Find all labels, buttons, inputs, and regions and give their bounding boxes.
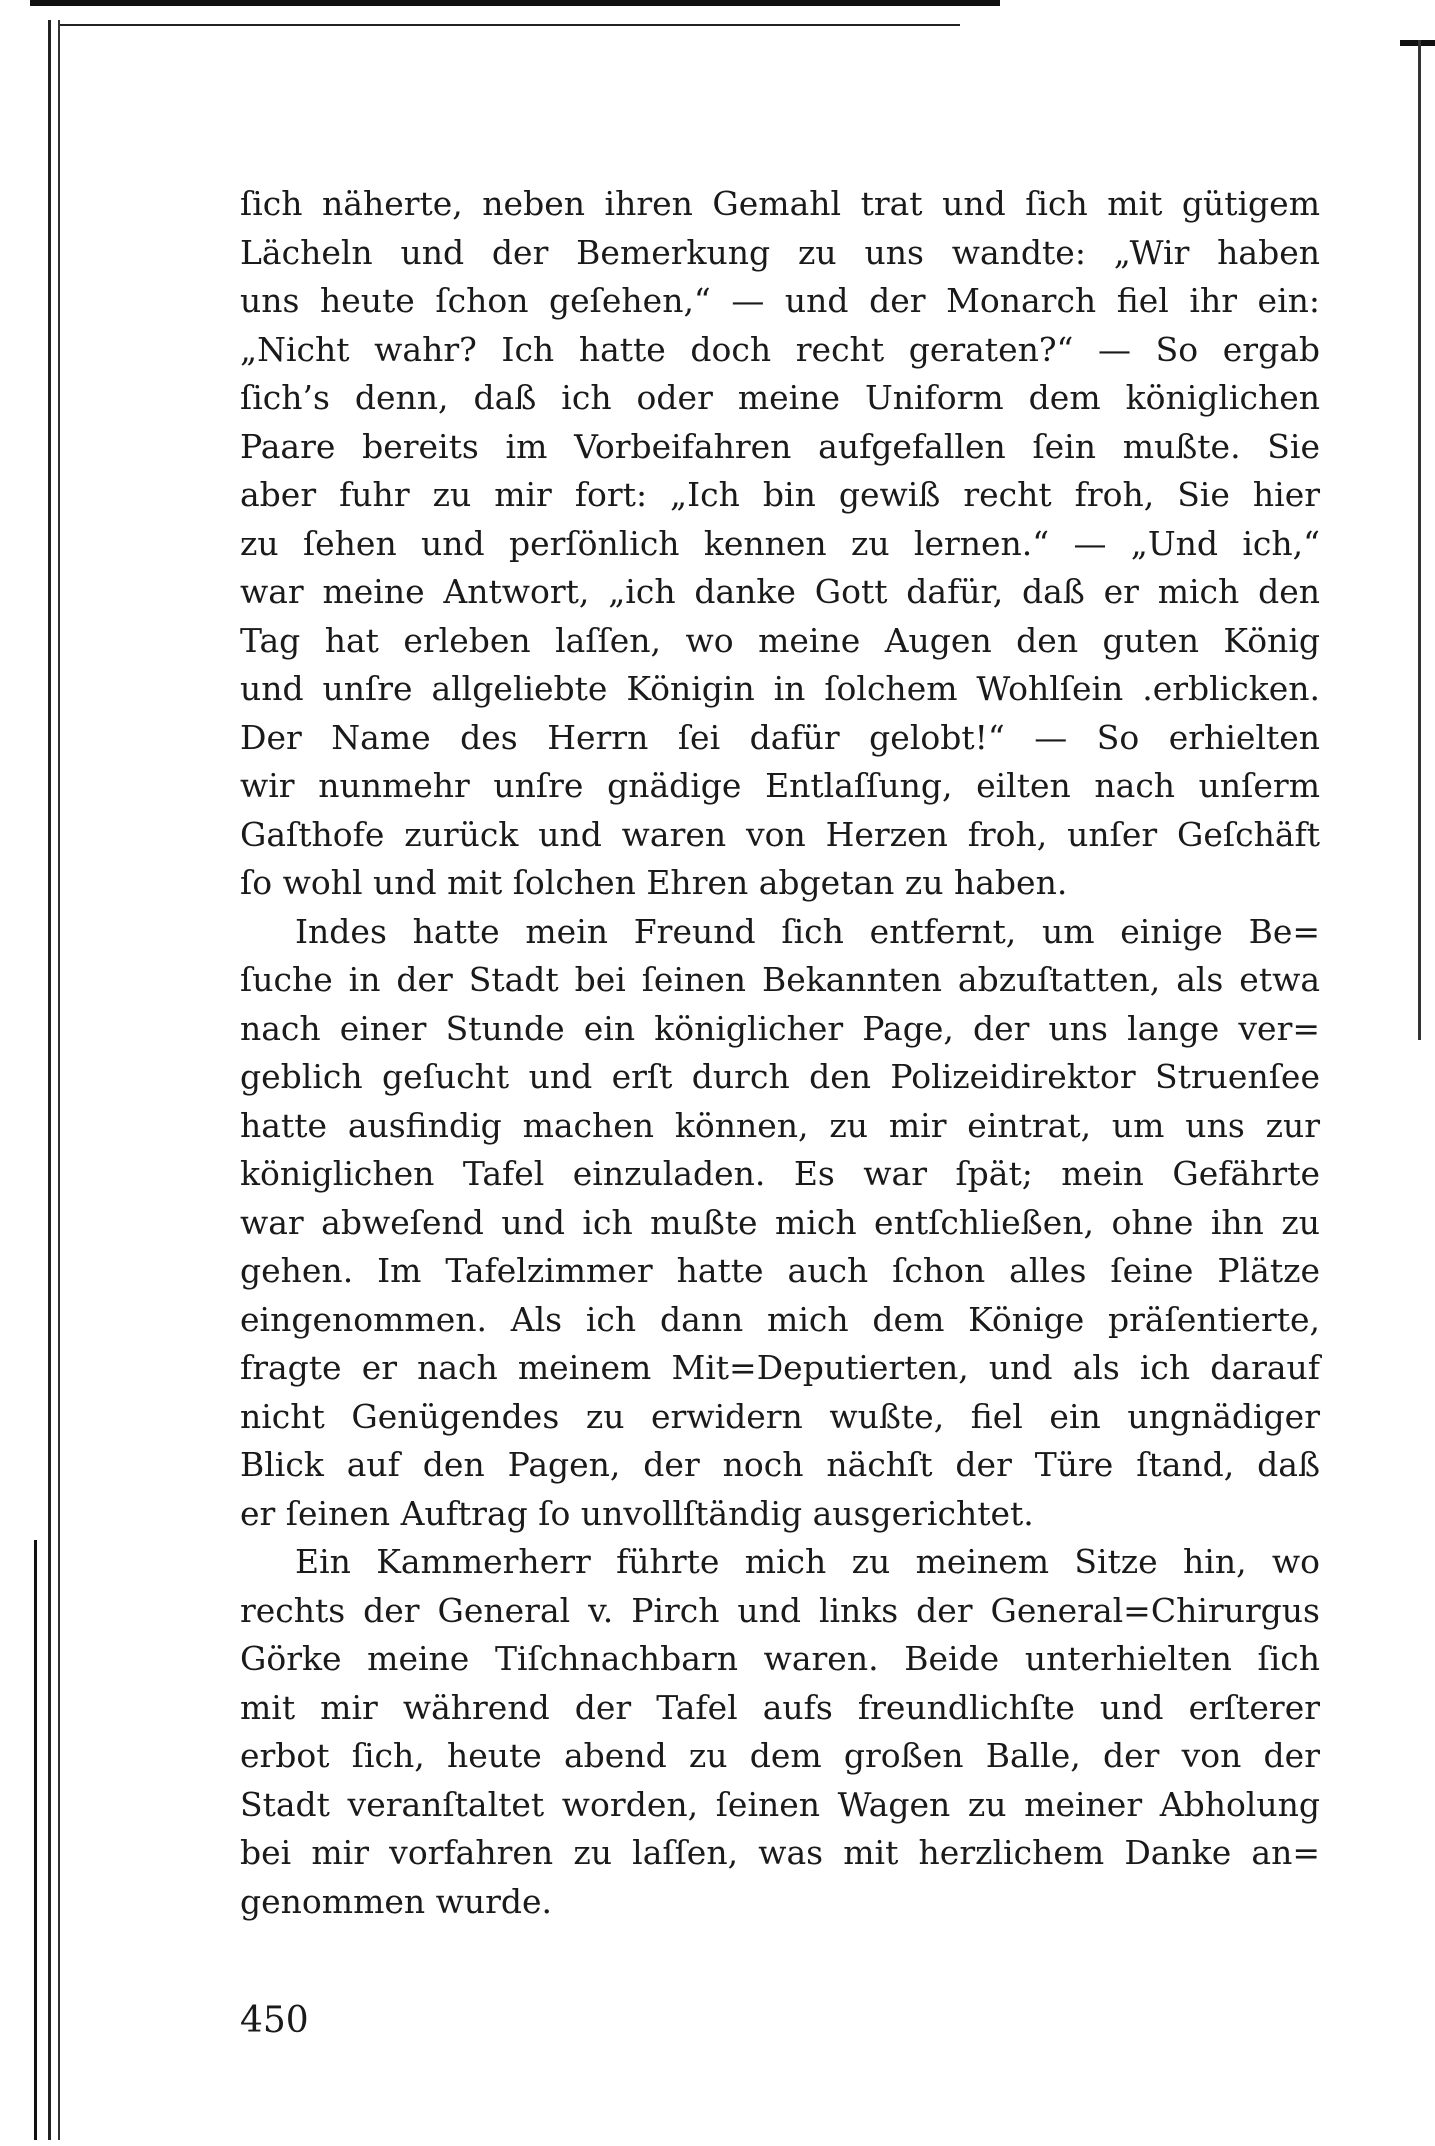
paragraph-end-line: ſo wohl und mit ſolchen Ehren abgetan zu haben. [240, 863, 1068, 902]
top-thin-rule [60, 24, 960, 26]
text-line: gehen. Im Tafelzimmer hatte auch ſchon alles ſeine Plätze [240, 1251, 1320, 1290]
left-inner-rule [58, 20, 60, 2140]
text-line: und unſre allgeliebte Königin in ſolchem Wohlſein .erblicken. [240, 669, 1320, 708]
right-border-rule [1418, 40, 1421, 1040]
text-line: Lächeln und der Bemerkung zu uns wandte: „Wir haben [240, 232, 1320, 272]
text-line: Tag hat erleben laſſen, wo meine Augen den guten König [240, 620, 1320, 660]
text-line: erbot ſich, heute abend zu dem großen Balle, der von der [240, 1736, 1320, 1775]
text-line: war meine Antwort, „ich danke Gott dafür, daß er mich den [240, 572, 1320, 611]
text-line: nicht Genügendes zu erwidern wußte, fiel ein ungnädiger [240, 1396, 1320, 1436]
left-border-rule [48, 20, 51, 2140]
text-line: zu ſehen und perſönlich kennen zu lernen.“ — „Und ich,“ [240, 523, 1320, 563]
text-line: königlichen Tafel einzuladen. Es war ſpät; mein Gefährte [240, 1154, 1320, 1193]
text-line: uns heute ſchon geſehen,“ — und der Monarch fiel ihr ein: [240, 281, 1320, 320]
text-line: Gaſthofe zurück und waren von Herzen froh, unſer Geſchäft [240, 814, 1320, 854]
text-line: Paare bereits im Vorbeifahren aufgefallen ſein mußte. Sie [240, 426, 1320, 466]
page-number: 450 [240, 2000, 309, 2041]
page-body-text [240, 180, 1320, 1926]
text-line: rechts der General v. Pirch und links der General=Chirurgus [240, 1590, 1320, 1630]
text-line: aber fuhr zu mir fort: „Ich bin gewiß recht froh, Sie hier [240, 475, 1320, 514]
text-line: ſich näherte, neben ihren Gemahl trat und ſich mit gütigem [240, 184, 1320, 223]
text-line: war abweſend und ich mußte mich entſchließen, ohne ihn zu [240, 1202, 1320, 1242]
text-line: Stadt veranſtaltet worden, ſeinen Wagen zu meiner Abholung [240, 1784, 1320, 1824]
text-line: nach einer Stunde ein königlicher Page, der uns lange ver= [240, 1008, 1320, 1048]
text-line: wir nunmehr unſre gnädige Entlaſſung, eilten nach unſerm [240, 766, 1320, 805]
text-line: hatte ausfindig machen können, zu mir eintrat, um uns zur [240, 1105, 1320, 1145]
text-line: bei mir vorfahren zu laſſen, was mit herzlichem Danke an= [240, 1833, 1320, 1872]
text-line: mit mir während der Tafel aufs freundlichſte und erſterer [240, 1687, 1320, 1727]
text-line: geblich geſucht und erſt durch den Polizeidirektor Struenſee [240, 1057, 1320, 1096]
text-line: ſich’s denn, daß ich oder meine Uniform dem königlichen [240, 378, 1320, 417]
text-line: ſuche in der Stadt bei ſeinen Bekannten abzuſtatten, als etwa [240, 960, 1320, 999]
paragraph-end-line: genommen wurde. [240, 1881, 553, 1921]
text-line: fragte er nach meinem Mit=Deputierten, und als ich darauf [240, 1348, 1320, 1387]
paragraph-start-line: Indes hatte mein Freund ſich entfernt, um einige Be= [295, 911, 1320, 951]
text-line: eingenommen. Als ich dann mich dem Könige präſentierte, [240, 1299, 1320, 1339]
text-line: „Nicht wahr? Ich hatte doch recht geraten?“ — So ergab [240, 329, 1320, 369]
text-line: Görke meine Tiſchnachbarn waren. Beide unterhielten ſich [240, 1639, 1320, 1678]
top-border-rule [30, 0, 1000, 6]
paragraph-start-line: Ein Kammerherr führte mich zu meinem Sitze hin, wo [295, 1542, 1320, 1581]
text-line: Der Name des Herrn ſei dafür gelobt!“ — So erhielten [240, 717, 1320, 757]
paragraph-end-line: er ſeinen Auftrag ſo unvollſtändig ausgerichtet. [240, 1493, 1034, 1533]
text-line: Blick auf den Pagen, der noch nächſt der Türe ſtand, daß [240, 1445, 1320, 1484]
left-binding-rule [34, 1540, 37, 2140]
